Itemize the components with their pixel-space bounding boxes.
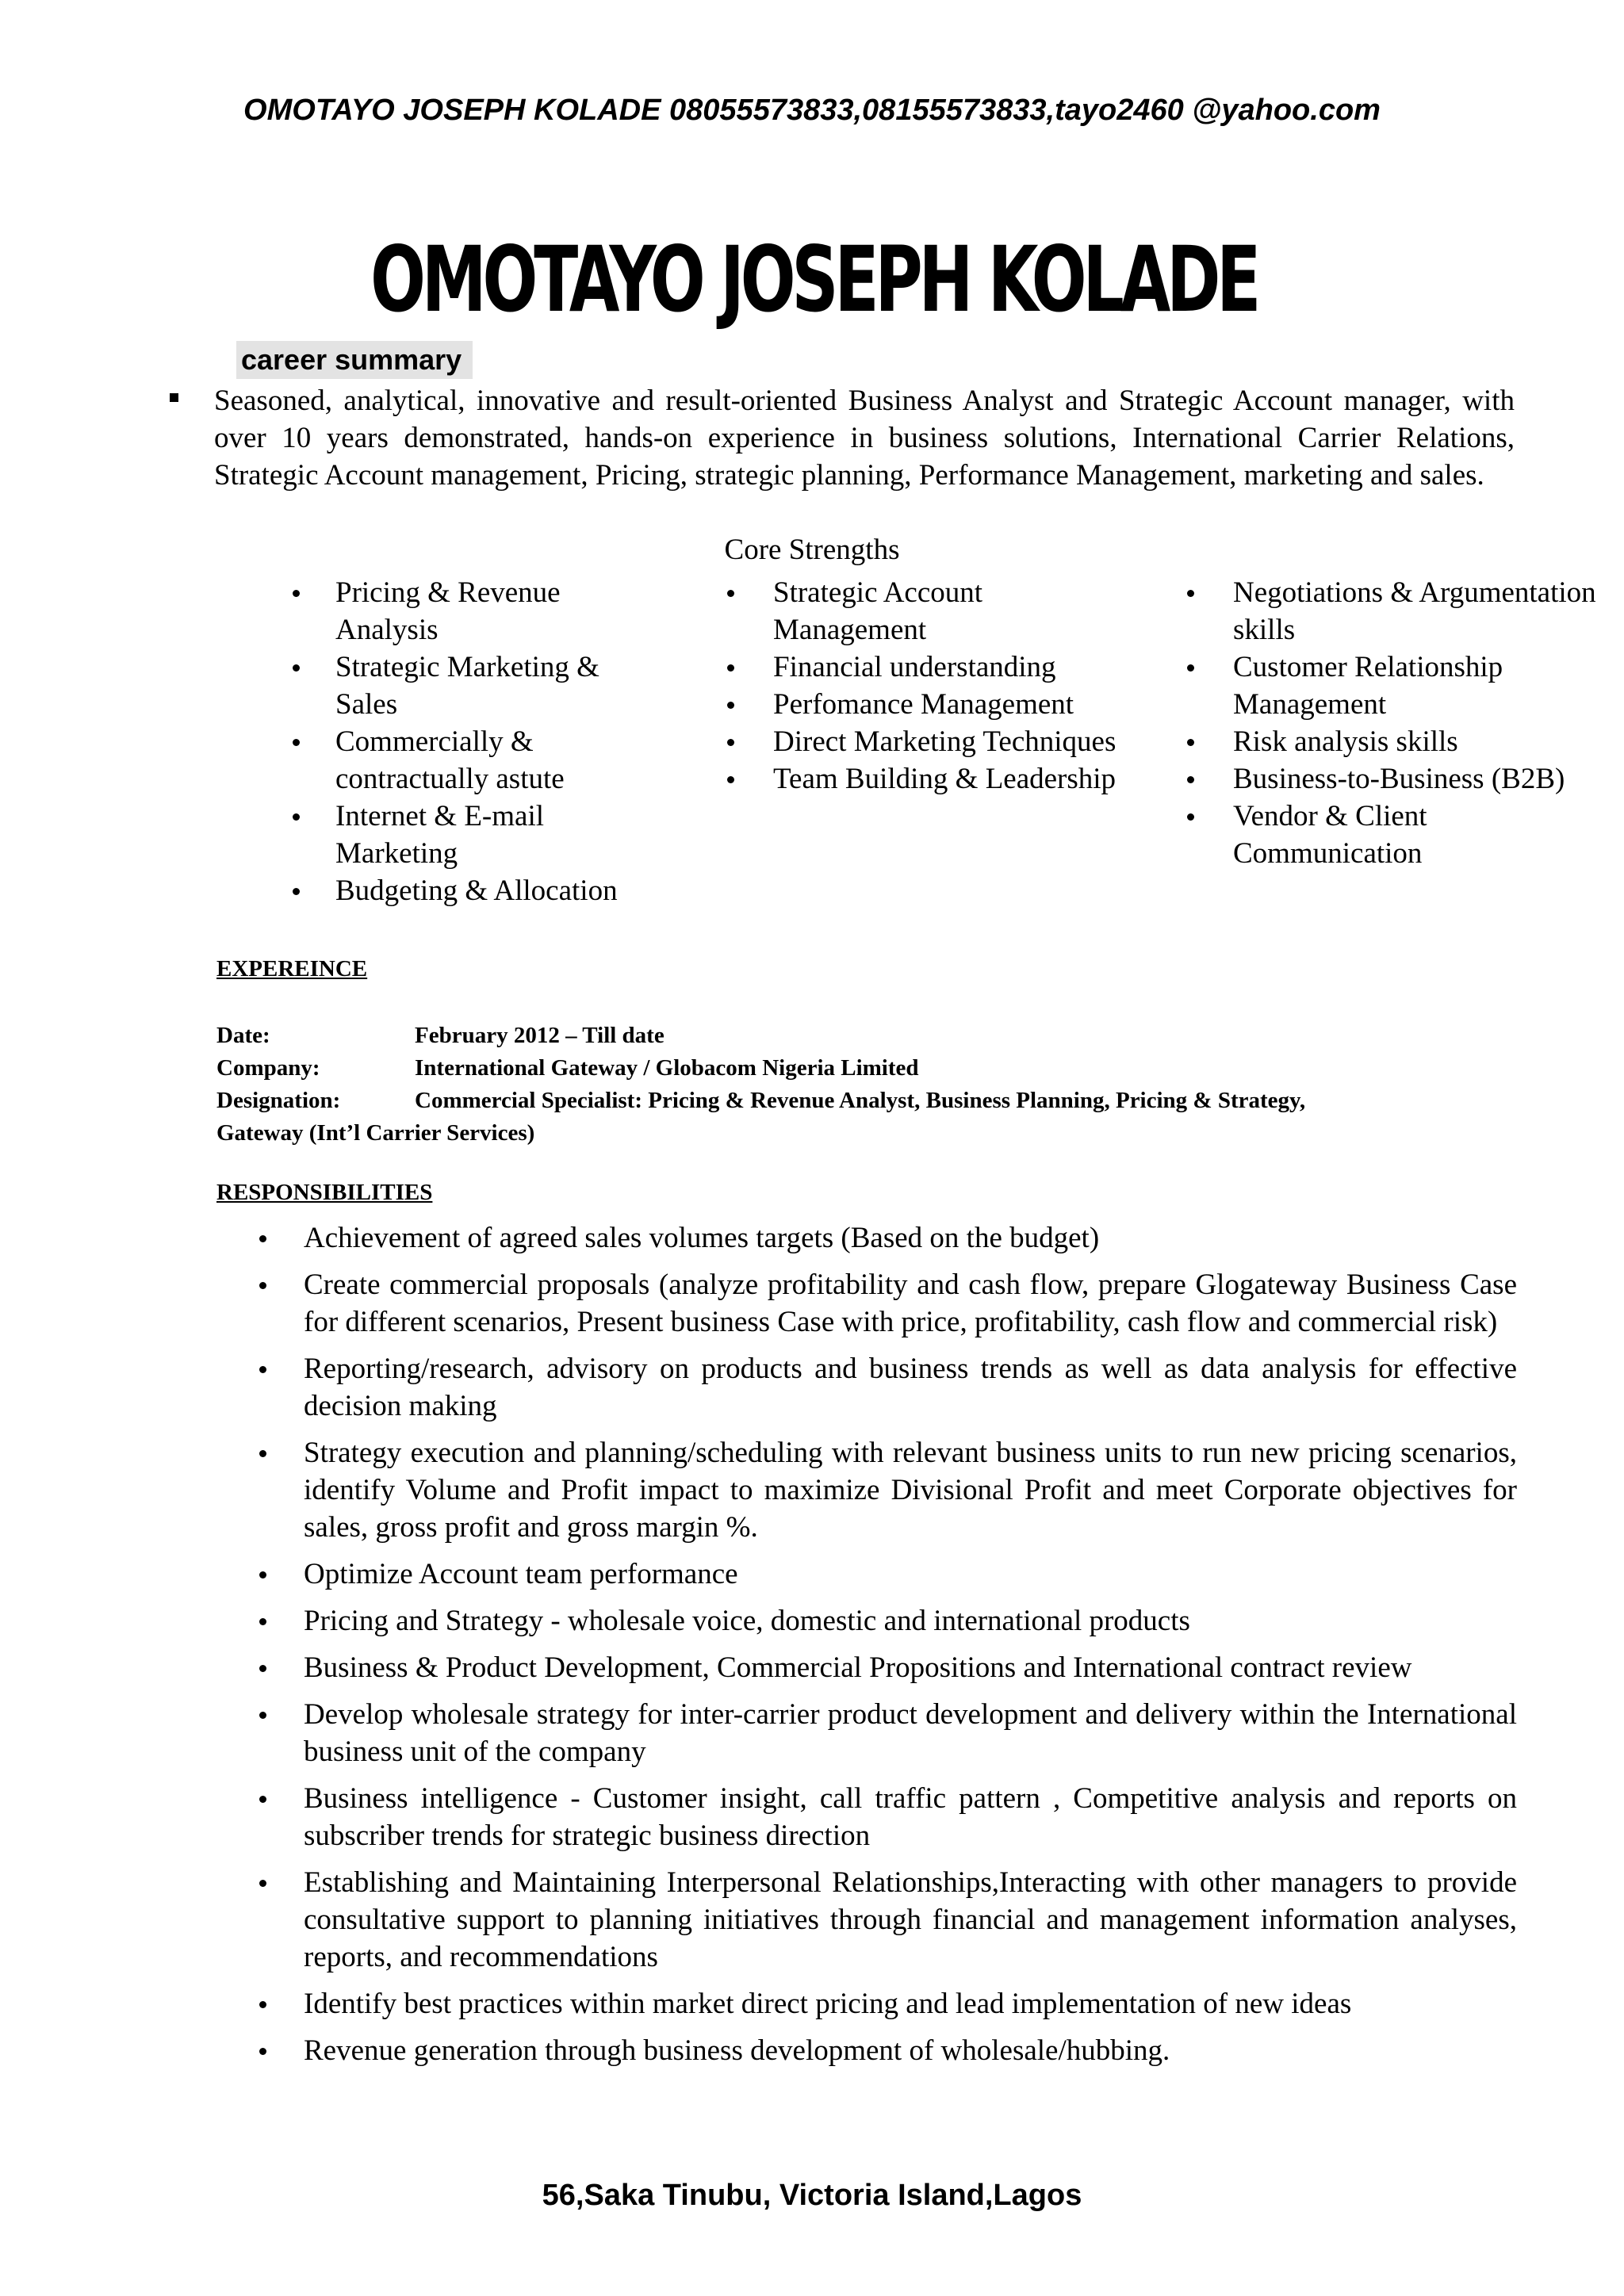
designation-row [216,1085,1517,1117]
bullet-icon [259,1571,266,1578]
list-item: Internet & E-mail Marketing [335,798,653,872]
bullet-icon [1187,813,1194,821]
bullet-icon [259,1282,266,1289]
core-strengths-column-3 [1233,574,1614,872]
list-item: Identify best practices within market direct pricing and lead implementation of new ideas [304,1985,1517,2022]
list-item: Strategic Account Management [773,574,1130,649]
designation-value: Commercial Specialist: Pricing & Revenue Analyst, Business Planning, Pricing & Strategy, [415,1088,1306,1113]
bullet-icon [259,2001,266,2008]
responsibilities-heading: RESPONSIBILITIES [216,1180,433,1205]
bullet-icon [727,702,734,709]
core-strengths-column-1 [335,574,653,909]
company-value: International Gateway / Globacom Nigeria Limited [415,1055,919,1081]
bullet-icon [727,664,734,672]
bullet-icon [727,590,734,597]
list-item: Budgeting & Allocation [335,872,653,909]
contact-header: OMOTAYO JOSEPH KOLADE 08055573833,08155573833,tayo2460 @yahoo.com [243,94,1381,127]
core-strengths-title: Core Strengths [724,534,900,566]
bullet-icon [1187,776,1194,783]
list-item: Business intelligence - Customer insight, call traffic pattern , Competitive analysis and reports on subscriber trends for strategic business direction [304,1780,1517,1854]
list-item: Pricing and Strategy - wholesale voice, domestic and international products [304,1602,1517,1640]
list-item: Team Building & Leadership [773,760,1130,798]
bullet-icon [727,739,734,746]
bullet-icon [293,590,300,597]
company-label: Company: [216,1055,320,1081]
list-item: Strategy execution and planning/scheduling with relevant business units to run new pricing scenarios, identify Volume and Profit impact to maximize Divisional Profit and meet Corporate objectives for sales, gross profit and gross margin %. [304,1434,1517,1546]
responsibilities-list [304,1219,1517,2079]
list-item: Risk analysis skills [1233,723,1614,760]
bullet-icon [293,813,300,821]
designation-label: Designation: [216,1088,341,1113]
address-footer: 56,Saka Tinubu, Victoria Island,Lagos [542,2179,1082,2212]
bullet-icon [1187,590,1194,597]
designation-continued: Gateway (Int’l Carrier Services) [216,1120,535,1146]
list-item: Establishing and Maintaining Interpersonal Relationships,Interacting with other managers to provide consultative support to planning initiatives through financial and management information analyses, reports, and recommendations [304,1864,1517,1976]
applicant-name-title: OMOTAYO JOSEPH KOLADE [370,227,1258,332]
list-item: Financial understanding [773,649,1130,686]
list-item: Develop wholesale strategy for inter-carrier product development and delivery within the International business unit of the company [304,1696,1517,1770]
date-value: February 2012 – Till date [415,1023,665,1048]
list-item: Perfomance Management [773,686,1130,723]
bullet-icon [259,1618,266,1625]
core-strengths-column-2 [773,574,1130,798]
list-item: Direct Marketing Techniques [773,723,1130,760]
bullet-icon [259,1665,266,1672]
bullet-icon [293,888,300,895]
date-label: Date: [216,1023,270,1048]
bullet-icon [293,739,300,746]
list-item: Negotiations & Argumentation skills [1233,574,1614,649]
list-item: Achievement of agreed sales volumes targets (Based on the budget) [304,1219,1517,1257]
list-item: Business-to-Business (B2B) [1233,760,1614,798]
bullet-icon [1187,739,1194,746]
list-item: Strategic Marketing & Sales [335,649,653,723]
date-row [216,1020,1517,1052]
bullet-icon [259,1712,266,1719]
list-item: Optimize Account team performance [304,1556,1517,1593]
experience-heading: EXPEREINCE [216,956,368,982]
list-item: Pricing & Revenue Analysis [335,574,653,649]
list-item: Customer Relationship Management [1233,649,1614,723]
list-item: Reporting/research, advisory on products and business trends as well as data analysis for effective decision making [304,1350,1517,1425]
bullet-icon [293,664,300,672]
square-bullet-icon [170,393,178,402]
company-row [216,1052,1517,1085]
bullet-icon [259,1235,266,1242]
list-item: Revenue generation through business development of wholesale/hubbing. [304,2032,1517,2069]
career-summary-label: career summary [236,341,473,379]
list-item: Business & Product Development, Commercial Propositions and International contract review [304,1649,1517,1686]
job-facts [216,1020,1517,1150]
bullet-icon [259,1796,266,1803]
list-item: Vendor & Client Communication [1233,798,1614,872]
bullet-icon [259,2048,266,2055]
bullet-icon [1187,664,1194,672]
career-summary-text: Seasoned, analytical, innovative and result-oriented Business Analyst and Strategic Account manager, with over 10 years demonstrated, hands-on experience in business solutions, International Carrier Relations, Strategic Account management, Pricing, strategic planning, Performance Management, marketing and sales. [214,385,1515,492]
list-item: Commercially & contractually astute [335,723,653,798]
list-item: Create commercial proposals (analyze profitability and cash flow, prepare Glogateway Business Case for different scenarios, Present business Case with price, profitability, cash flow and commercial risk) [304,1266,1517,1341]
bullet-icon [727,776,734,783]
bullet-icon [259,1366,266,1373]
bullet-icon [259,1450,266,1457]
bullet-icon [259,1880,266,1887]
